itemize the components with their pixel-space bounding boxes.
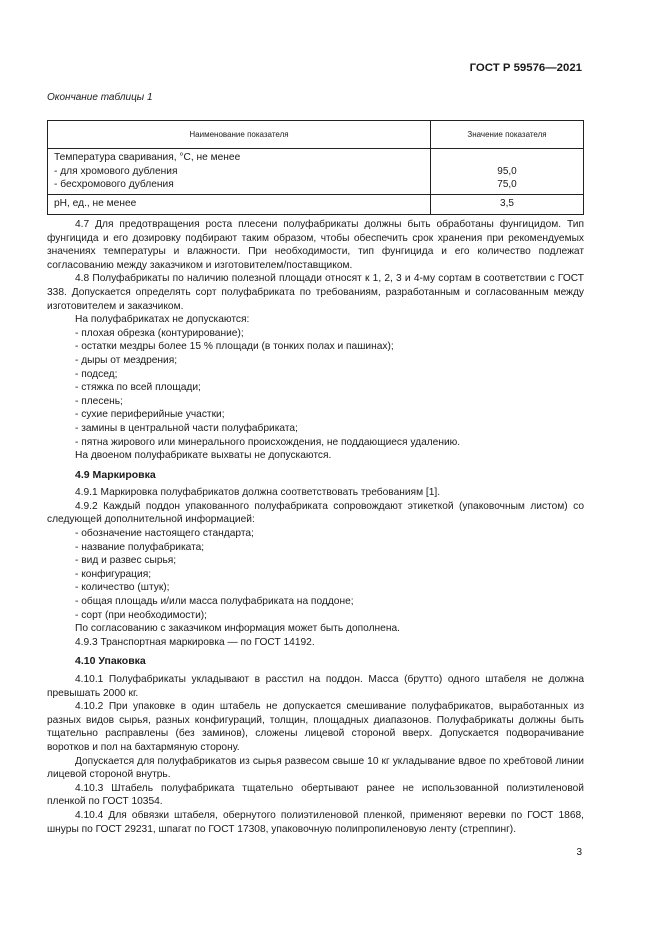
cell-line: Температура сваривания, °С, не менее: [54, 152, 241, 163]
list-item: - дыры от мездрения;: [75, 354, 178, 366]
paragraph: 4.9.3 Транспортная маркировка — по ГОСТ 14192.: [75, 636, 315, 648]
column-header-value: Значение показателя: [431, 121, 584, 149]
table-caption: Окончание таблицы 1: [47, 92, 153, 103]
list-item: - стяжка по всей площади;: [75, 382, 201, 394]
table-cell-value: [431, 149, 584, 195]
column-header-name: Наименование показателя: [48, 121, 431, 149]
table-row: [48, 149, 584, 195]
list-item: - плохая обрезка (контурирование);: [75, 327, 244, 339]
document-id-header: ГОСТ Р 59576—2021: [469, 62, 582, 74]
list-item: - количество (штук);: [75, 582, 170, 594]
list-item: - плесень;: [75, 395, 123, 407]
table-row: [48, 194, 584, 214]
list-item: - сорт (при необходимости);: [75, 609, 207, 621]
paragraph: На двоеном полуфабрикате выхваты не допускаются.: [75, 450, 332, 462]
paragraph: 4.10.2 При упаковке в один штабель не допускается смешивание полуфабрикатов, выработанных из разных видов сырья, разных конфигураций, толщин, площадных диапазонов. Полуфабрикаты должны быть тщательно расправлены (без заминов), сложены лицевой стороной вверх. Допускается подворачивание воротков и пол на бахтармяную сторону.: [47, 701, 584, 753]
paragraph: 4.10.1 Полуфабрикаты укладывают в расстил на поддон. Масса (брутто) одного штабеля не должна превышать 2000 кг.: [47, 674, 584, 699]
list-item: - сухие периферийные участки;: [75, 409, 225, 421]
list-item: - вид и развес сырья;: [75, 555, 177, 567]
table-cell-name: рН, ед., не менее: [48, 194, 431, 214]
list-item: - общая площадь и/или масса полуфабриката на поддоне;: [75, 596, 354, 608]
list-item: - остатки мездры более 15 % площади (в тонких полах и пашинах);: [75, 341, 394, 353]
paragraph: 4.10.3 Штабель полуфабриката тщательно обертывают ранее не использованной полиэтиленовой пленкой по ГОСТ 10354.: [47, 782, 584, 808]
cell-line: - бесхромового дубления: [54, 179, 174, 191]
cell-line: 95,0: [497, 165, 517, 177]
table-cell-value: 3,5: [431, 194, 584, 214]
list-item: - обозначение настоящего стандарта;: [75, 528, 254, 540]
paragraph: 4.9.2 Каждый поддон упакованного полуфабриката сопровождают этикеткой (упаковочным листом) со следующей дополнительной информацией:: [47, 500, 584, 526]
paragraph: 4.9.1 Маркировка полуфабрикатов должна соответствовать требованиям [1].: [75, 487, 441, 499]
paragraph: 4.7 Для предотвращения роста плесени полуфабрикаты должны быть обработаны фунгицидом. Тип фунгицида и его дозировку подбирают таким образом, чтобы обеспечить срок хранения при рекомендуемых значениях температуры и влажности. При необходимости, тип фунгицида и его количество подлежат согласованию между заказчиком и изготовителем/поставщиком.: [47, 219, 584, 271]
table-cell-name: [48, 149, 431, 195]
paragraph: На полуфабрикатах не допускаются:: [75, 314, 250, 326]
properties-table: [47, 120, 584, 215]
paragraph: 4.8 Полуфабрикаты по наличию полезной площади относят к 1, 2, 3 и 4-му сортам в соответствии с ГОСТ 338. Допускается определять сорт полуфабриката по требованиям, разработанным и согласованным между изготовителем и заказчиком.: [47, 273, 584, 312]
list-item: - подсед;: [75, 368, 118, 380]
document-body: [47, 218, 584, 836]
cell-line: - для хромового дубления: [54, 165, 178, 177]
page-number: 3: [576, 847, 582, 858]
section-heading: 4.9 Маркировка: [75, 468, 156, 481]
list-item: - конфигурация;: [75, 568, 152, 580]
paragraph: 4.10.4 Для обвязки штабеля, обернутого полиэтиленовой пленкой, применяют веревки по ГОСТ 1868, шнуры по ГОСТ 29231, шпагат по ГОСТ 17308, упаковочную полипропиленовую ленту (стреппинг).: [47, 809, 584, 835]
cell-line: [437, 151, 577, 165]
list-item: - замины в центральной части полуфабриката;: [75, 422, 298, 434]
list-item: - название полуфабриката;: [75, 541, 205, 553]
paragraph: По согласованию с заказчиком информация может быть дополнена.: [75, 623, 400, 635]
section-heading: 4.10 Упаковка: [75, 655, 146, 668]
list-item: - пятна жирового или минерального происхождения, не поддающиеся удалению.: [75, 436, 461, 448]
cell-line: 75,0: [497, 179, 517, 191]
table-header-row: [48, 121, 584, 149]
paragraph: Допускается для полуфабрикатов из сырья развесом свыше 10 кг укладывание вдвое по хребтовой линии лицевой стороной внутрь.: [47, 755, 584, 781]
